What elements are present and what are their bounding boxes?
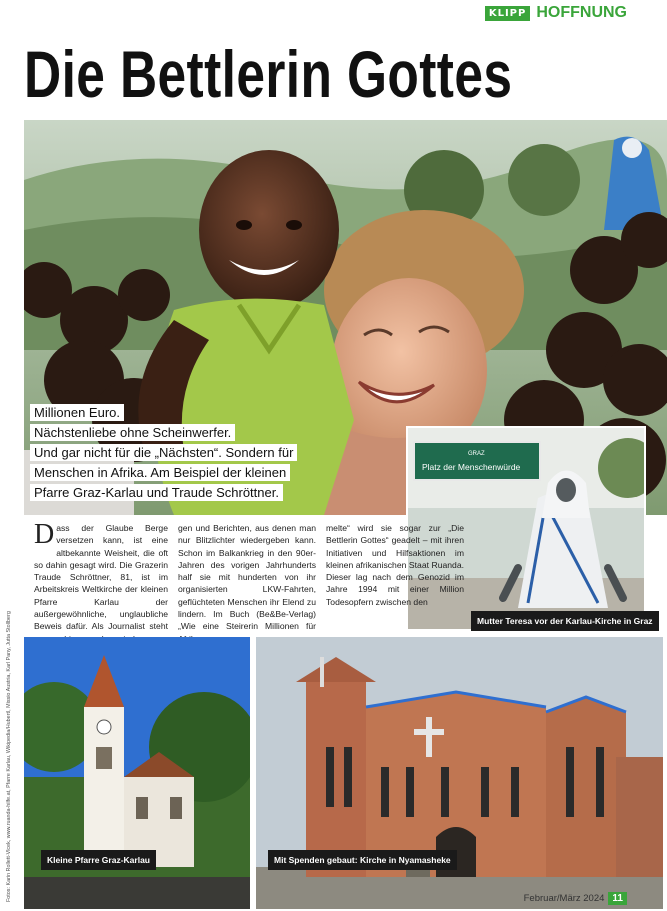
church-graz-caption: Kleine Pfarre Graz-Karlau (41, 850, 156, 870)
article-column-2: gen und Berichten, aus denen man nur Blitzlichter wiedergeben kann. Schon im Balkankrieg in den 90er-Jahren des vorigen Jahrhunderts half sie mit hunderten von ihr organisierten LKW-Fahrten, geflüchteten Menschen ihr Elend zu lindern. Im Buch (Be&Be-Verlag) „Wie eine Steirerin Millionen für (178, 523, 316, 632)
article-column-3: melte“ wird sie sogar zur „Die Bettlerin Gottes“ geadelt – mit ihren Initiativen und Hilfsaktionen im kleinen afrikanischen Staat Ruanda. Dieser lag nach dem Genozid im Jahre 1994 mit einer Million Todesopfern zwischen den (326, 523, 464, 607)
subline-line-2: Nächstenliebe ohne Scheinwerfer. (30, 424, 235, 441)
subline-line-1: Millionen Euro. (30, 404, 124, 421)
church-nyamasheke-caption: Mit Spenden gebaut: Kirche in Nyamasheke (268, 850, 457, 870)
section-label: HOFFNUNG (536, 4, 627, 21)
photo-credit: Fotos: Karin Rollett-Vlcek, www.ruanda-hilfe.at, Pfarre Karlau, Wikipedia/Hubertl, Missio Austria, Karl Pany, Jutta Stollberg (6, 611, 12, 902)
inset-caption: Mutter Teresa vor der Karlau-Kirche in Graz (471, 611, 659, 631)
article-title: Die Bettlerin Gottes (24, 37, 513, 111)
section-header (485, 4, 627, 22)
subline-line-5: Pfarre Graz-Karlau und Traude Schröttner. (30, 484, 283, 501)
sign-line-1: GRAZ (468, 451, 485, 457)
subline-line-4: Menschen in Afrika. Am Beispiel der kleinen (30, 464, 290, 481)
drop-cap: D (34, 519, 55, 550)
page-footer (524, 892, 627, 905)
page-number: 11 (608, 892, 627, 905)
article-column-1-text: ass der Glaube Berge versetzen kann, ist eine altbekannte Weisheit, die oft so dahin gesagt wird. Die Grazerin Traude Schröttner, 81, ist im Arbeitskreis Weltkirche der kleinen Pfarre Karlau der außergewöhnliche, unglaubliche Beweis dafür. Als Journalist steht (34, 523, 168, 632)
magazine-logo: KLIPP (485, 6, 531, 21)
issue-date: Februar/März 2024 (523, 893, 605, 904)
subline-line-3: Und gar nicht für die „Nächsten“. Sondern für (30, 444, 297, 461)
sign-line-2: Platz der Menschenwürde (422, 462, 521, 472)
